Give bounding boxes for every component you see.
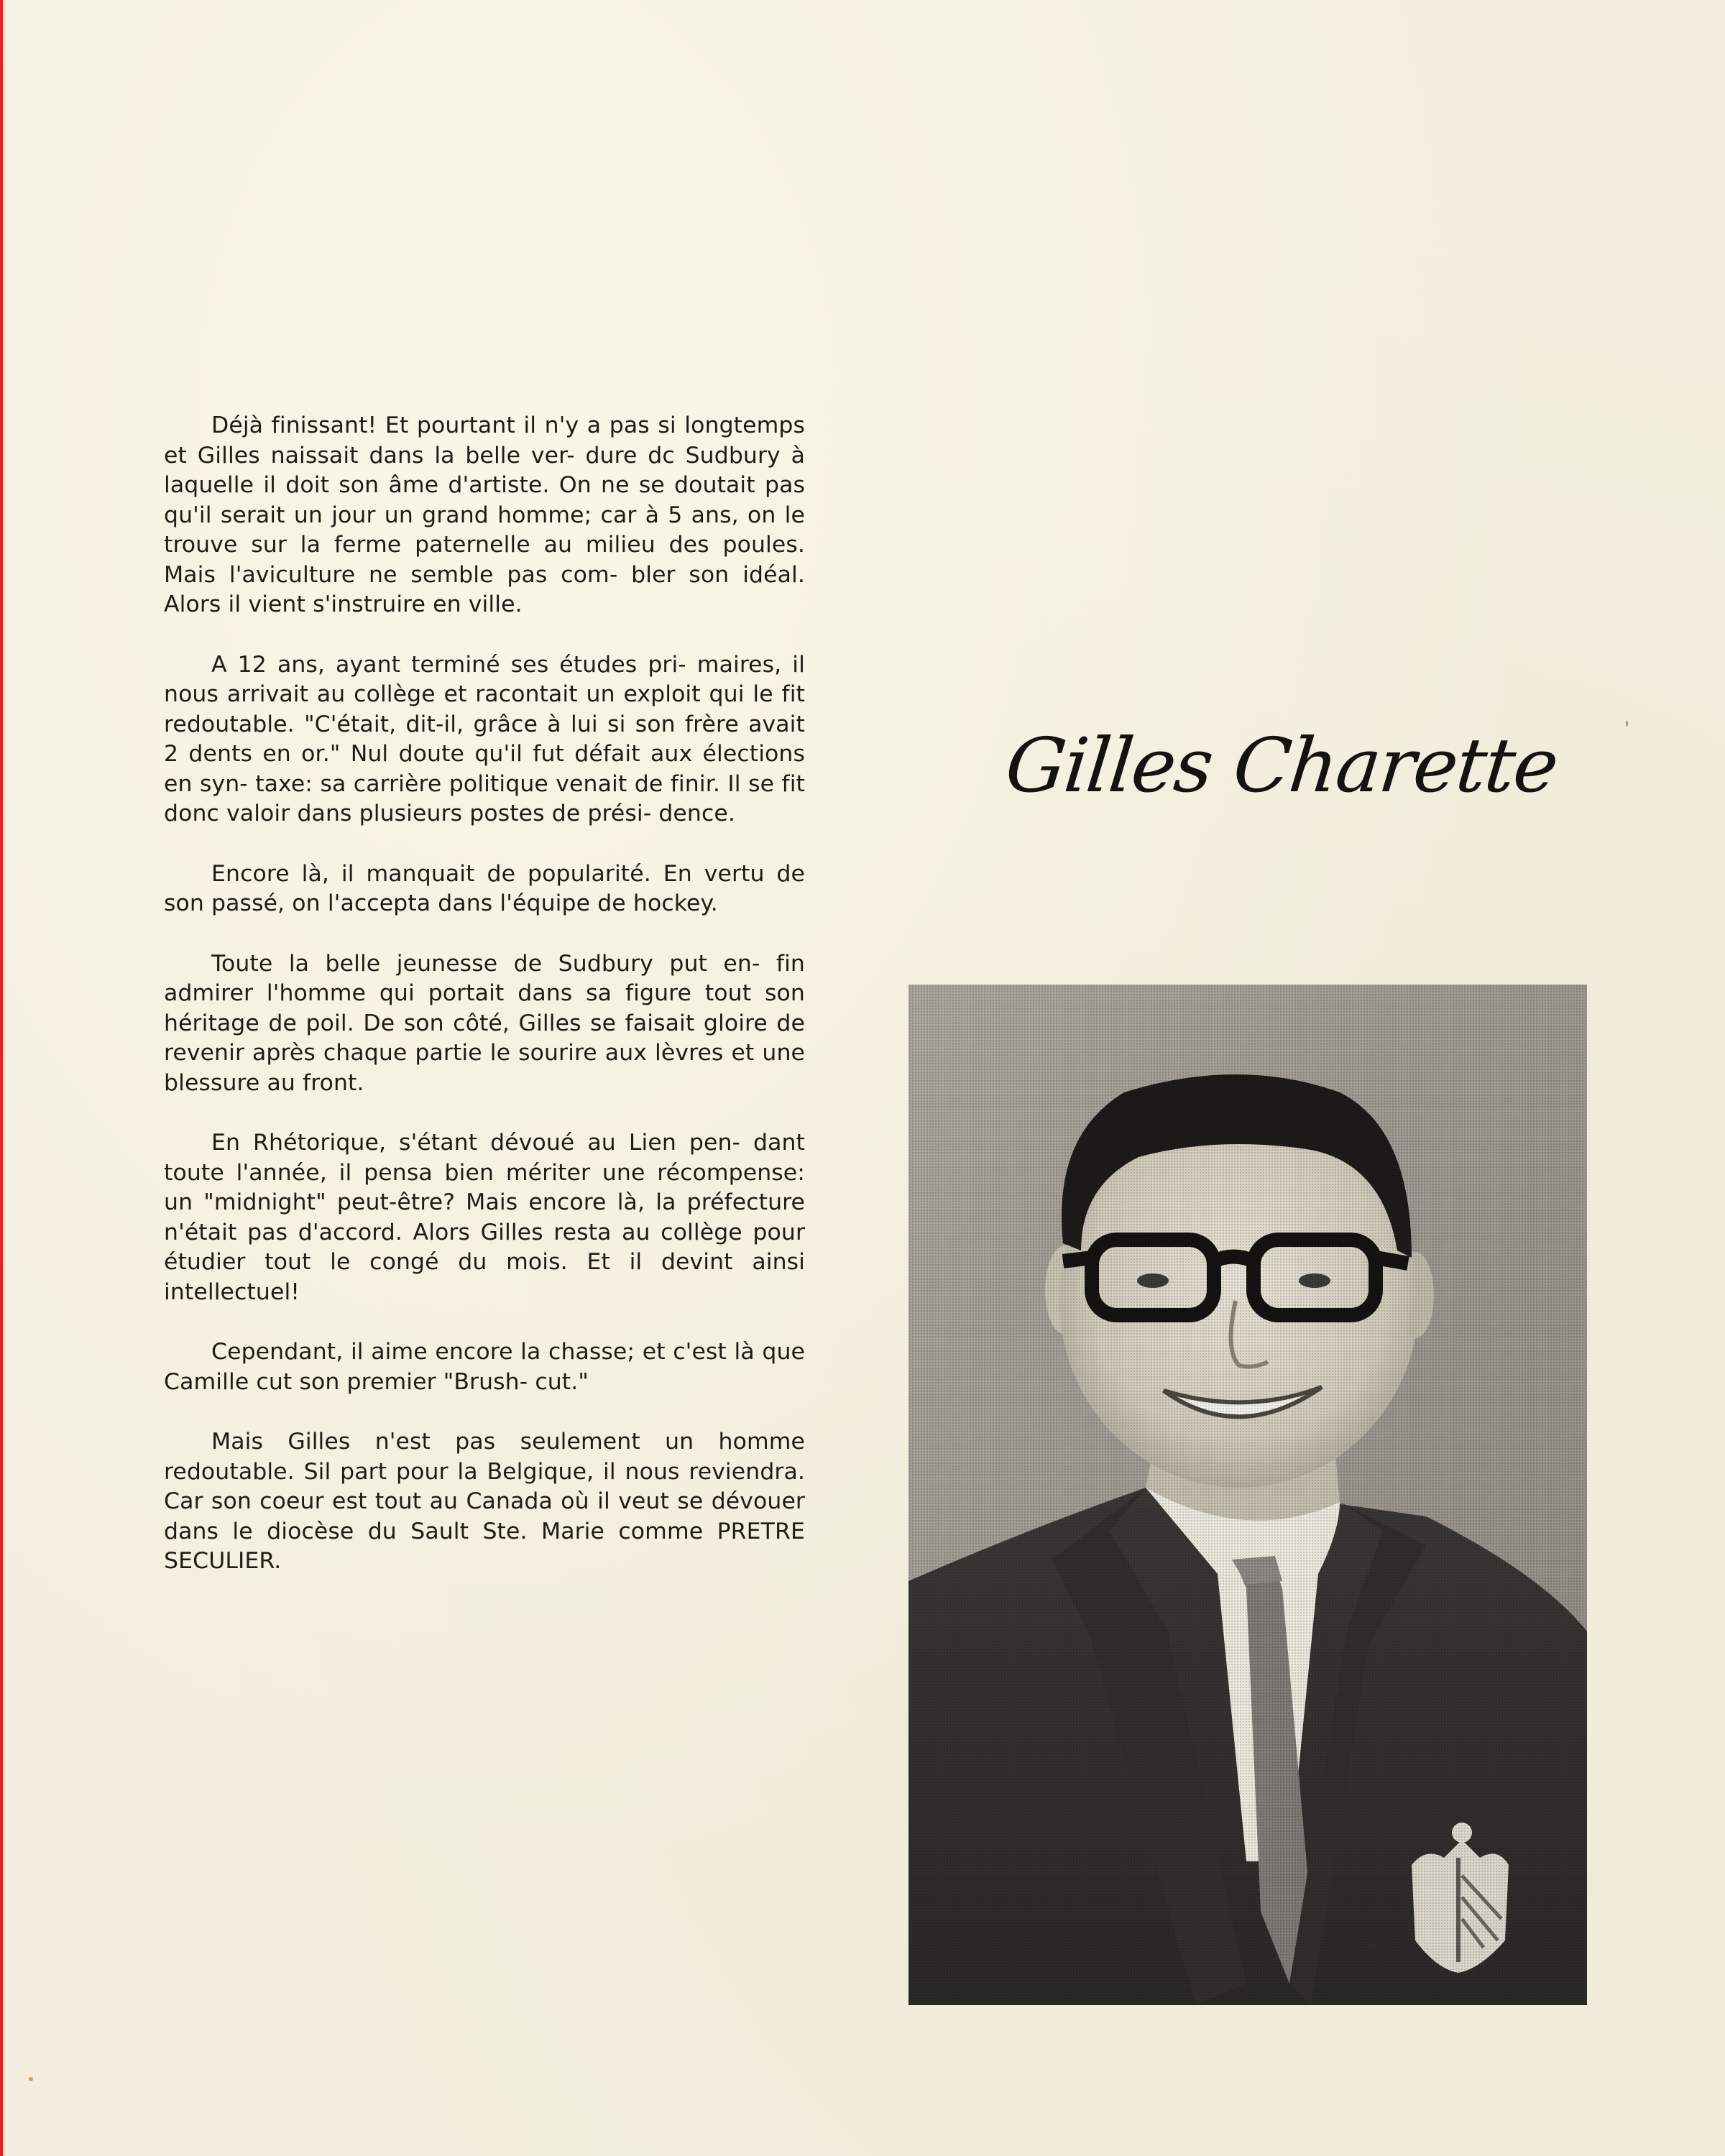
paper-speck [29, 2077, 33, 2081]
biography-paragraph-5: En Rhétorique, s'étant dévoué au Lien pen- dant toute l'année, il pensa bien mériter une récompense: un "midnight" peut-être? Mais encore là, la préfecture n'était pas d'accord. Alors Gilles resta au collège pour étudier tout le congé du mois. Et il devint ainsi intellectuel! [164, 1130, 805, 1305]
portrait-illustration [908, 985, 1587, 2005]
page-edge-shadow [3, 0, 5, 2156]
biography-text [164, 411, 805, 1607]
student-portrait-photo [908, 985, 1587, 2005]
biography-paragraph-6: Cependant, il aime encore la chasse; et c'est là que Camille cut son premier "Brush- cut." [164, 1339, 805, 1395]
student-name-heading: Gilles Charette [1001, 722, 1562, 809]
biography-paragraph-1: Déjà finissant! Et pourtant il n'y a pas si longtemps et Gilles naissait dans la belle ver- dure dc Sudbury à laquelle il doit son âme d'artiste. On ne se doutait pas qu'il serait un jour un grand homme; car à 5 ans, on le trouve sur la ferme paternelle au milieu des poules. Mais l'aviculture ne semble pas com- bler son idéal. Alors il vient s'instruire en ville. [164, 413, 805, 617]
biography-paragraph-4: Toute la belle jeunesse de Sudbury put en- fin admirer l'homme qui portait dans sa figure tout son héritage de poil. De son côté, Gilles se faisait gloire de revenir après chaque partie le sourire aux lèvres et une blessure au front. [164, 950, 805, 1096]
biography-paragraph-2: A 12 ans, ayant terminé ses études pri- maires, il nous arrivait au collège et racontait un exploit qui le fit redoutable. "C'était, dit-il, grâce à lui si son frère avait 2 dents en or." Nul doute qu'il fut défait aux élections en syn- taxe: sa carrière politique venait de finir. Il se fit donc valoir dans plusieurs postes de prési- dence. [164, 651, 805, 826]
biography-paragraph-7: Mais Gilles n'est pas seulement un homme redoutable. Sil part pour la Belgique, il nous reviendra. Car son coeur est tout au Canada où il veut se dévouer dans le diocèse du Sault Ste. Marie comme PRETRE SECULIER. [164, 1429, 805, 1574]
biography-paragraph-3: Encore là, il manquait de popularité. En vertu de son passé, on l'accepta dans l'équipe de hockey. [164, 860, 805, 916]
paper-speck [1626, 721, 1628, 727]
